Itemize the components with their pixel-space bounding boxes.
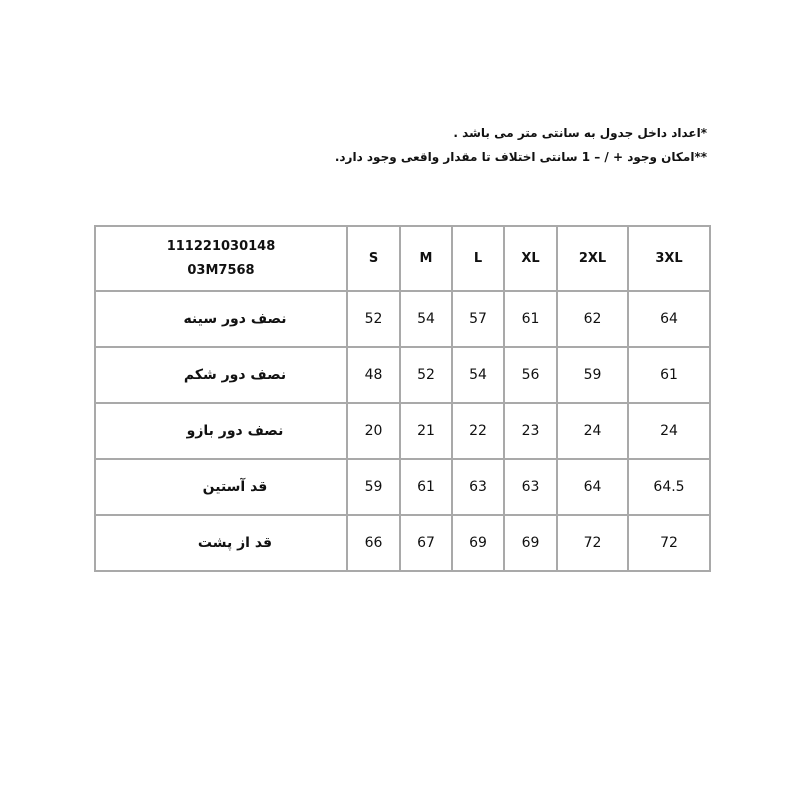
row-label: نصف دور شکم [183,367,287,383]
row-label-cell [95,347,347,403]
note-tolerance: **امکان وجود + / – 1 سانتی اختلاف تا مقدار واقعی وجود دارد. [334,150,707,164]
row-label-cell [95,515,347,571]
table-cell: 64 [628,291,710,347]
table-cell: 59 [557,347,628,403]
table-cell: 67 [400,515,452,571]
size-header-3xl: 3XL [628,226,710,291]
row-label: قد آستین [202,479,268,495]
table-cell: 23 [504,403,557,459]
table-cell: 24 [557,403,628,459]
table-cell: 61 [504,291,557,347]
table-cell: 56 [504,347,557,403]
row-label: نصف دور سینه [183,311,287,327]
table-header-row [95,226,710,291]
table-cell: 61 [400,459,452,515]
table-row [95,347,710,403]
table-cell: 69 [504,515,557,571]
table-cell: 54 [452,347,504,403]
table-row [95,403,710,459]
size-header-s: S [347,226,400,291]
row-label-cell [95,291,347,347]
size-header-m: M [400,226,452,291]
row-label-cell [95,403,347,459]
size-header-l: L [452,226,504,291]
table-cell: 57 [452,291,504,347]
size-header-2xl: 2XL [557,226,628,291]
table-cell: 72 [628,515,710,571]
table-cell: 54 [400,291,452,347]
notes-block [67,121,707,169]
table-cell: 69 [452,515,504,571]
table-row [95,291,710,347]
table-cell: 62 [557,291,628,347]
row-label-cell [95,459,347,515]
product-code-cell [95,226,347,291]
table-cell: 21 [400,403,452,459]
table-cell: 63 [452,459,504,515]
table-cell: 52 [347,291,400,347]
table-cell: 52 [400,347,452,403]
note-units: *اعداد داخل جدول به سانتی متر می باشد . [453,126,707,140]
table-cell: 48 [347,347,400,403]
row-label: قد از پشت [197,535,273,551]
table-cell: 66 [347,515,400,571]
product-code-line1: 111221030148 [166,238,276,254]
table-row [95,459,710,515]
size-table [94,225,711,572]
table-cell: 22 [452,403,504,459]
table-cell: 63 [504,459,557,515]
table-cell: 61 [628,347,710,403]
table-cell: 20 [347,403,400,459]
table-cell: 64 [557,459,628,515]
table-cell: 59 [347,459,400,515]
product-code-line2: 03M7568 [187,262,255,278]
table-row [95,515,710,571]
table-cell: 64.5 [628,459,710,515]
row-label: نصف دور بازو [186,423,284,439]
table-cell: 24 [628,403,710,459]
table-cell: 72 [557,515,628,571]
size-header-xl: XL [504,226,557,291]
